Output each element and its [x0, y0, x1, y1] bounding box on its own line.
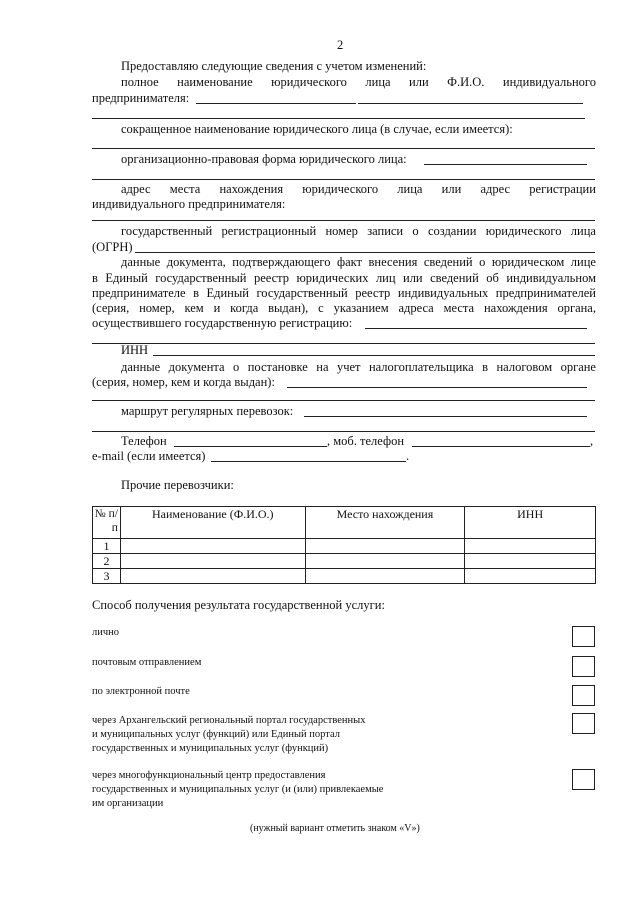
route-label: маршрут регулярных перевозок: [121, 404, 294, 418]
reg-doc-line5: осуществившего государственную регистрацию: [92, 316, 353, 330]
option-mfc-label-2: государственных и муниципальных услуг (и (или) привлекаемые [92, 784, 384, 795]
carriers-table [92, 506, 596, 584]
footnote: (нужный вариант отметить знаком «V») [250, 823, 420, 834]
route-field-2[interactable] [92, 431, 595, 432]
option-mfc-label-1: через многофункциональный центр предоставления [92, 770, 326, 781]
inn-label: ИНН [121, 343, 149, 357]
legal-form-field-1[interactable] [424, 164, 587, 165]
page-number: 2 [337, 38, 344, 52]
name-cell[interactable] [120, 554, 305, 569]
reg-doc-line3: предпринимателе в Единый государственный реестр индивидуальных предпринимателей [92, 286, 596, 300]
legal-form-label: организационно-правовая форма юридического лица: [121, 152, 407, 166]
full-name-label-line1: полное наименование юридического лица или Ф.И.О. индивидуального [121, 75, 596, 89]
option-mfc-label-3: им организации [92, 798, 164, 809]
option-portal-label-1: через Архангельский региональный портал государственных [92, 715, 366, 726]
option-email-checkbox[interactable] [572, 685, 595, 706]
address-label-line1: адрес места нахождения юридического лица или адрес регистрации [121, 182, 596, 196]
option-post-label: почтовым отправлением [92, 657, 202, 668]
reg-doc-line1: данные документа, подтверждающего факт внесения сведений о юридическом лице [121, 255, 596, 269]
col-inn-header: ИНН [465, 507, 596, 539]
route-field-1[interactable] [304, 416, 587, 417]
option-in-person-checkbox[interactable] [572, 626, 595, 647]
full-name-field-1[interactable] [196, 103, 356, 104]
table-row [93, 554, 596, 569]
location-cell[interactable] [305, 554, 465, 569]
row-number: 1 [93, 539, 121, 554]
address-field[interactable] [92, 220, 595, 221]
option-portal-checkbox[interactable] [572, 713, 595, 734]
tax-doc-field-2[interactable] [92, 400, 595, 401]
name-cell[interactable] [120, 569, 305, 584]
phone-field[interactable] [174, 446, 327, 447]
mobile-label: , моб. телефон [327, 434, 405, 448]
name-cell[interactable] [120, 539, 305, 554]
delivery-title: Способ получения результата государственной услуги: [92, 598, 385, 612]
ogrn-label-line1: государственный регистрационный номер записи о создании юридического лица [121, 224, 596, 238]
option-portal-label-3: государственных и муниципальных услуг (функций) [92, 743, 329, 754]
col-number-header: № п/п [93, 507, 121, 539]
option-in-person-label: лично [92, 627, 120, 638]
phone-label: Телефон [121, 434, 167, 448]
intro-text: Предоставляю следующие сведения с учетом изменений: [121, 59, 427, 73]
phone-comma: , [590, 434, 594, 448]
email-label: e-mail (если имеется) [92, 449, 206, 463]
option-portal-label-2: и муниципальных услуг (функций) или Единый портал [92, 729, 340, 740]
ogrn-field[interactable] [135, 252, 595, 253]
inn-field[interactable] [153, 355, 595, 356]
tax-doc-line1: данные документа о постановке на учет налогоплательщика в налоговом органе [121, 360, 596, 374]
option-email-label: по электронной почте [92, 686, 190, 697]
tax-doc-line2: (серия, номер, кем и когда выдан): [92, 375, 275, 389]
location-cell[interactable] [305, 569, 465, 584]
reg-doc-line2: в Единый государственный реестр юридических лиц или сведений об индивидуальном [92, 271, 596, 285]
col-name-header: Наименование (Ф.И.О.) [120, 507, 305, 539]
tax-doc-field-1[interactable] [287, 387, 587, 388]
location-cell[interactable] [305, 539, 465, 554]
table-header-row [93, 507, 596, 539]
table-row [93, 539, 596, 554]
email-period: . [406, 449, 410, 463]
option-mfc-checkbox[interactable] [572, 769, 595, 790]
short-name-field[interactable] [92, 148, 595, 149]
address-label-line2: индивидуального предпринимателя: [92, 197, 286, 211]
full-name-label-line2: предпринимателя: [92, 91, 190, 105]
reg-doc-line4: (серия, номер, кем и когда выдан), с указанием адреса места нахождения органа, [92, 301, 596, 315]
full-name-field-3[interactable] [92, 118, 585, 119]
row-number: 3 [93, 569, 121, 584]
other-carriers-label: Прочие перевозчики: [121, 478, 234, 492]
full-name-field-2[interactable] [358, 103, 583, 104]
legal-form-field-2[interactable] [92, 179, 595, 180]
email-field[interactable] [211, 461, 406, 462]
mobile-field[interactable] [412, 446, 590, 447]
short-name-label: сокращенное наименование юридического лица (в случае, если имеется): [121, 122, 513, 136]
table-row [93, 569, 596, 584]
inn-cell[interactable] [465, 569, 596, 584]
inn-cell[interactable] [465, 539, 596, 554]
col-location-header: Место нахождения [305, 507, 465, 539]
inn-cell[interactable] [465, 554, 596, 569]
row-number: 2 [93, 554, 121, 569]
option-post-checkbox[interactable] [572, 656, 595, 677]
ogrn-label-line2: (ОГРН) [92, 240, 133, 254]
reg-doc-field-2[interactable] [92, 343, 595, 344]
reg-doc-field-1[interactable] [365, 328, 587, 329]
